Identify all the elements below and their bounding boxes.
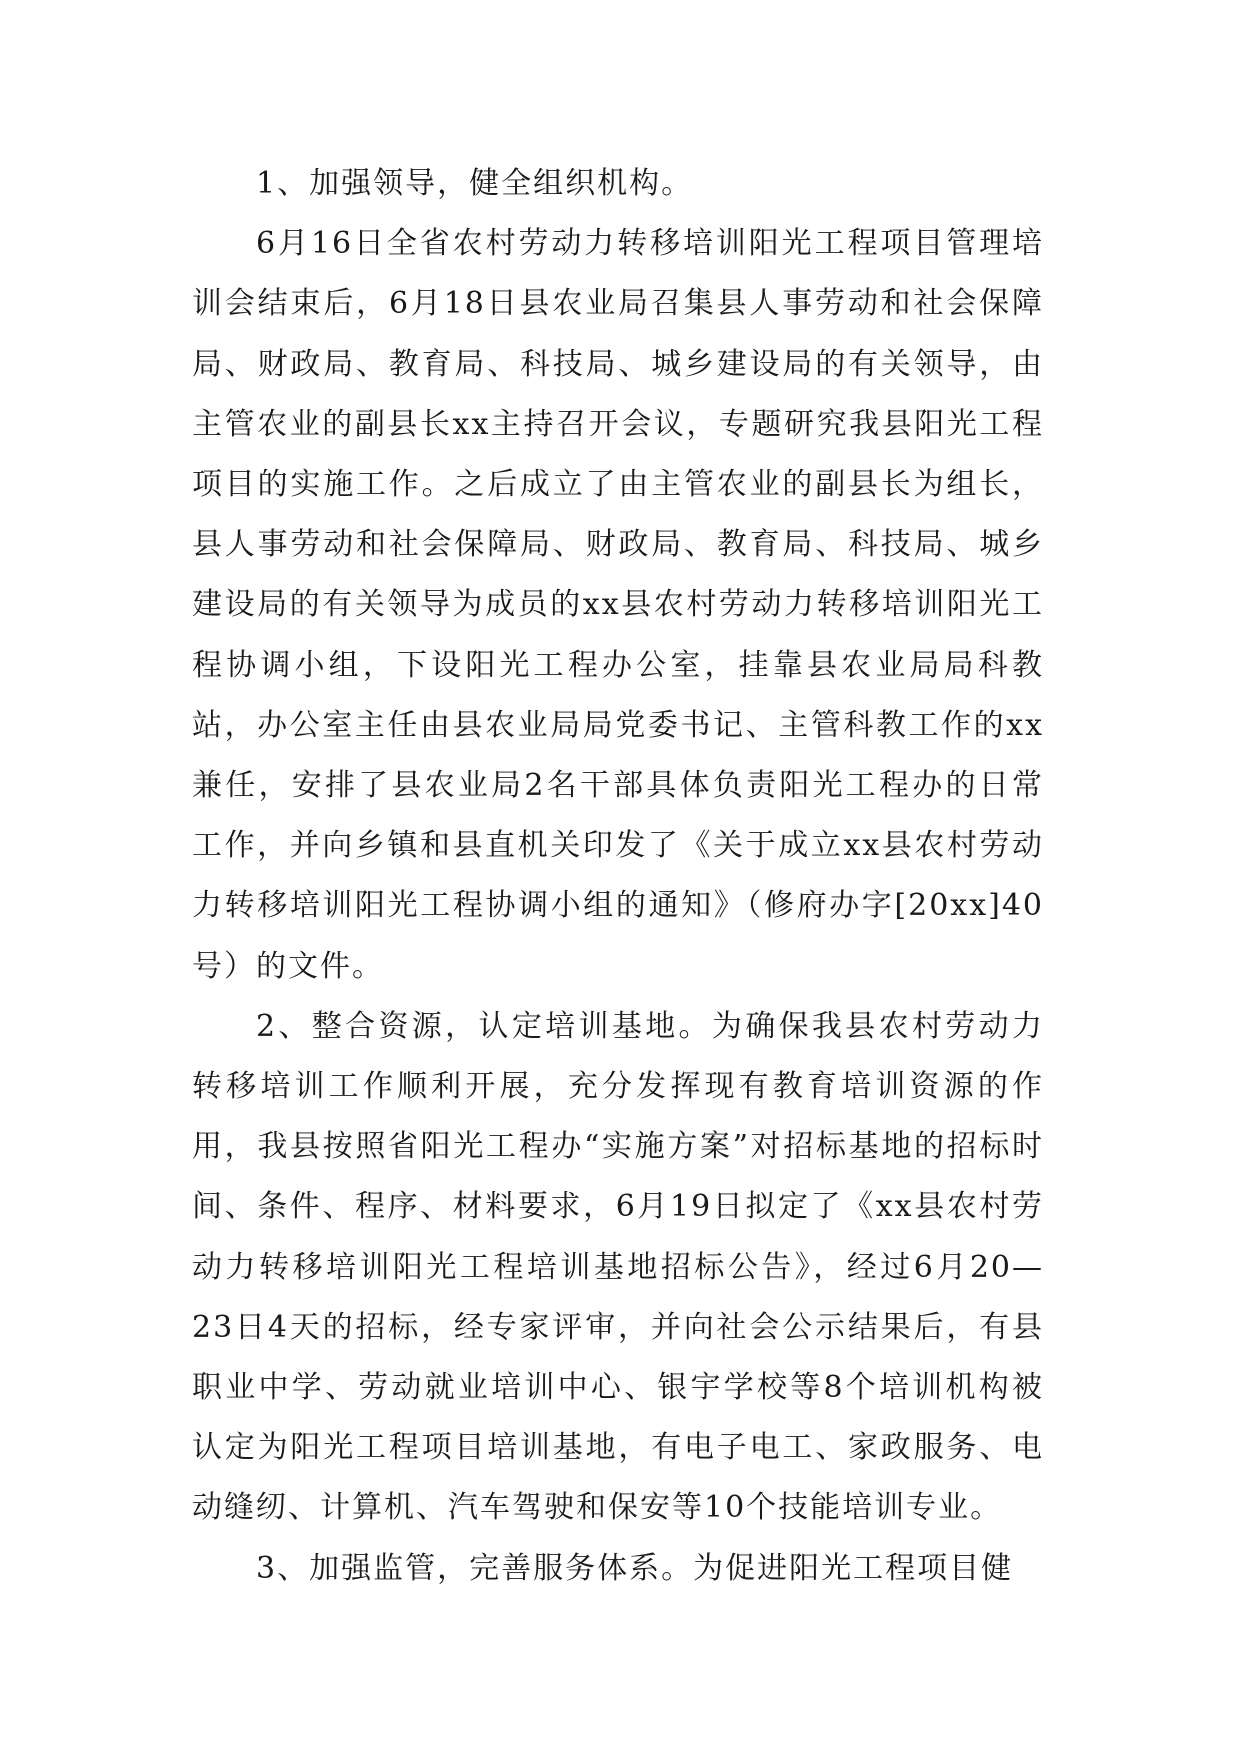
paragraph-section-3-heading: 3、加强监管，完善服务体系。为促进阳光工程项目健 xyxy=(256,1550,1014,1586)
paragraph-training-bases: 2、整合资源，认定培训基地。为确保我县农村劳动力转移培训工作顺利开展，充分发挥现有教育培训资源的作用，我县按照省阳光工程办“实施方案”对招标基地的招标时间、条件、程序、材料要求，6月19日拟定了《xx县农村劳动力转移培训阳光工程培训基地招标公告》，经过6月20—23日4天的招标，经专家评审，并向社会公示结果后，有县职业中学、劳动就业培训中心、银宇学校等8个培训机构被认定为阳光工程项目培训基地，有电子电工、家政服务、电动缝纫、计算机、汽车驾驶和保安等10个技能培训专业。 xyxy=(192,1008,1044,1526)
paragraph-section-1-heading: 1、加强领导，健全组织机构。 xyxy=(256,166,694,201)
paragraph-organization-setup: 6月16日全省农村劳动力转移培训阳光工程项目管理培训会结束后，6月18日县农业局召集县人事劳动和社会保障局、财政局、教育局、科技局、城乡建设局的有关领导，由主管农业的副县长xx主持召开会议，专题研究我县阳光工程项目的实施工作。之后成立了由主管农业的副县长为组长，县人事劳动和社会保障局、财政局、教育局、科技局、城乡建设局的有关领导为成员的xx县农村劳动力转移培训阳光工程协调小组，下设阳光工程办公室，挂靠县农业局局科教站，办公室主任由县农业局局党委书记、主管科教工作的xx兼任，安排了县农业局2名干部具体负责阳光工程办的日常工作，并向乡镇和县直机关印发了《关于成立xx县农村劳动力转移培训阳光工程协调小组的通知》（修府办字[20xx]40号）的文件。 xyxy=(192,226,1044,984)
document-body xyxy=(192,154,1044,1599)
